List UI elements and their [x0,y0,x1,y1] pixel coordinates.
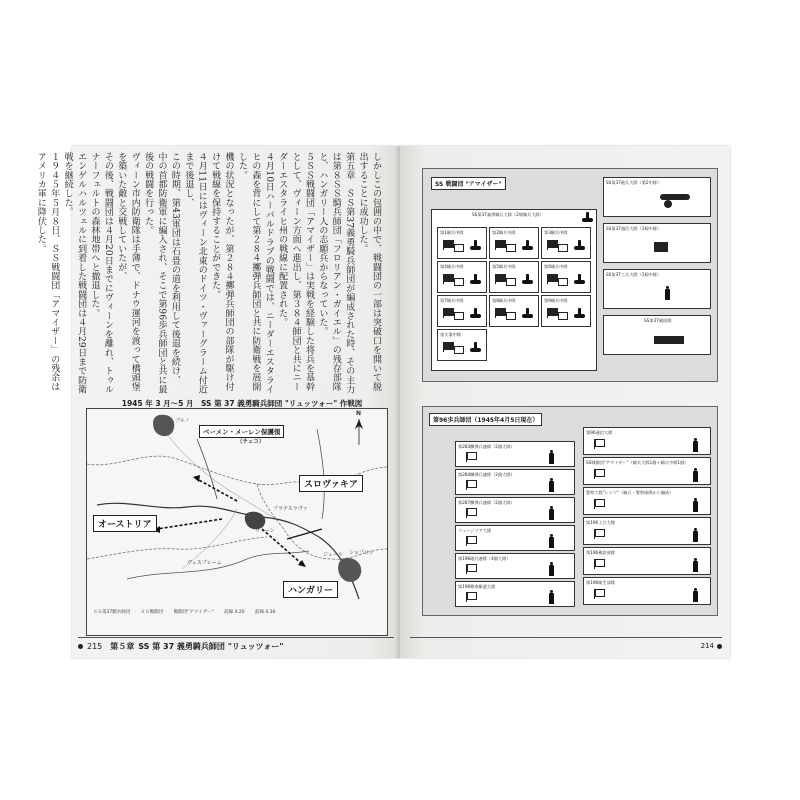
company-box [437,261,487,293]
bullet-icon [717,644,722,649]
flag-icon [595,469,605,477]
unit-symbol-icon [454,278,464,286]
chapter-title: SS 第 37 義勇騎兵師団 "リュッツォー" [138,641,284,651]
soldier-icon [692,588,699,602]
company-label: 第3騎兵中隊 [544,230,568,235]
legend-item: ＳＳ第37騎兵師団 [93,610,131,615]
unit-label: SS戦闘団"アマイザー"（騎兵大隊1個＋騎兵中隊1個） [586,460,689,465]
body-paragraph: ５ＳＳ戦闘団「アマイザー」は実戦を経験した将兵を基幹として、ヴィーン方面へ進出し、第３８４師団と共にニーダーエスタライヒ州の戦線に配置された。 [277,152,314,392]
body-paragraph: エンゲルハルツェルに到着した戦闘団は４月29日まで防衛戦を継続した。 [62,152,87,394]
unit-label: 第96通信大隊 [586,430,613,435]
legend-item: 戦闘団"アマイザー" [173,610,214,615]
horse-icon [522,240,534,252]
legend-item: ＳＳ戦闘団 [140,610,164,615]
horse-icon [470,240,482,252]
left-footer [78,637,394,654]
bullet-icon [78,644,83,649]
unit-box [583,547,711,575]
body-paragraph: 機の状況となったが、第２８４擲弾兵師団の部隊が駆け付けて戦線を保持することができた。 [210,152,234,392]
body-paragraph: ４月11日にはヴィーン北東のドイツ・ヴァーグラーム付近まで後退し、 [183,152,207,394]
flag-icon [595,439,605,447]
flag-icon [467,452,477,460]
company-box [489,261,539,293]
company-box [541,261,591,293]
company-label: 第2騎兵中隊 [492,230,516,235]
unit-label: フュージリア大隊 [458,528,492,533]
body-paragraph: ヴィーン市内防衛隊は手薄で、ドナウ運河を渡って橋頭堡を築いた敵と交戦していたが、 [116,152,140,392]
company-label: 第9騎兵中隊 [544,298,568,303]
unit-box [583,457,711,485]
body-paragraph: １９４５年５月８日、ＳＳ戦闘団「アマイザー」の残余はアメリカ軍に降伏した。 [35,152,60,392]
flag-icon [595,589,605,597]
right-footer [410,637,722,654]
unit-box [455,525,575,551]
horse-icon [574,240,586,252]
soldier-icon [664,286,671,300]
flag-icon [496,274,506,282]
unit-symbol-icon [558,278,568,286]
flag-icon [548,274,558,282]
horse-icon [470,342,482,354]
page-number-right: 214 [700,642,714,650]
unit-label: 第196戦車駆逐大隊 [458,584,496,589]
hungary-label: ハンガリー [283,581,338,598]
org2-title: 第96歩兵師団（1945年4月5日現在） [429,413,542,426]
body-paragraph: しかしこの包囲の中で、戦闘団の一部は突破口を開いて脱出することに成功した。 [357,152,381,392]
city-label: ブルノ [175,418,190,424]
left-page [35,146,400,658]
city-label: ウィーン [255,528,275,534]
company-box [541,227,591,259]
unit-label: 第283擲弾兵連隊（2個大隊） [458,444,515,449]
company-label: 第8騎兵中隊 [492,298,516,303]
horse-icon [574,274,586,286]
horse-icon [574,308,586,320]
soldier-icon [548,478,555,492]
unit-label: 第196補給部隊 [586,550,615,555]
flag-icon [444,342,454,350]
unit-box [455,553,575,579]
city-label: ジェール [323,552,343,558]
page-number-left: 215 [87,641,103,651]
company-label: 第4騎兵中隊 [440,264,464,269]
north-label: N [356,410,362,417]
flag-icon [467,592,477,600]
company-box [437,227,487,259]
flag-icon [595,529,605,537]
supply-box [603,315,711,355]
wheel-icon [664,200,672,208]
unit-box [583,427,711,455]
flag-icon [496,308,506,316]
unit-box [583,487,711,515]
soldier-icon [692,498,699,512]
soldier-icon [548,450,555,464]
legend-item: 前線 4.30 [255,610,276,615]
unit-label: 第196衛生部隊 [586,580,615,585]
unit-box [455,497,575,523]
chapter-label: 第５章 [110,641,135,651]
org-chart-amaizer [422,168,718,382]
company-box [437,329,487,361]
unit-symbol-icon [558,312,568,320]
flag-icon [444,240,454,248]
artillery-box [603,177,711,217]
flag-icon [467,480,477,488]
vertical-body-text [35,152,382,394]
soldier-icon [692,468,699,482]
signals-box [603,223,711,263]
city-label: ヴェスプレーム [187,560,222,566]
unit-symbol-icon [558,244,568,252]
artillery-label: SS第37砲兵大隊（第2中隊） [606,180,662,185]
slovakia-label: スロヴァキア [299,475,363,492]
engineer-label: SS第37工兵大隊（1個中隊） [606,272,662,277]
czech-label: ベーメン・メーレン保護領 [199,425,284,438]
body-paragraph: その後、戦闘団は４月20日までにヴィーンを離れ、トゥルナーフェルトの森林地帯へと撤退した。 [89,152,113,394]
soldier-icon [548,590,555,604]
soldier-icon [548,534,555,548]
city-label: ショプロン [349,550,374,556]
legend-item: 前線 4.20 [224,610,245,615]
body-paragraph: ４月10日ハーバルドラブの戦闘では、ニーダーエスタライヒの森を背にして第２８４擲弾兵師団と共に防衛戦を展開した。 [236,152,274,394]
flag-icon [444,308,454,316]
engineer-box [603,269,711,309]
unit-box [455,441,575,467]
flag-icon [595,499,605,507]
flag-icon [595,559,605,567]
company-label: 第5騎兵中隊 [492,264,516,269]
soldier-icon [692,528,699,542]
right-page [400,146,730,658]
unit-symbol-icon [454,244,464,252]
company-box [541,295,591,327]
city-label: ブラチスラヴァ [273,506,308,512]
supply-label: SS第37補給隊 [644,318,672,323]
map-title: 1945 年 3 月～5 月 SS 第 37 義勇騎兵師団 "リュッツォー" 作戦図 [121,399,363,408]
horse-icon [470,308,482,320]
company-box [437,295,487,327]
body-paragraph: この時期、第43軍団は石畳の道を利用して後退を続け、 [169,152,180,385]
unit-label: 第287擲弾兵連隊（2個大隊） [458,500,515,505]
body-paragraph: 第五章 ＳＳ第37義勇騎兵師団が編成された時、その主力は第８ＳＳ騎兵師団「フロリアン・ガイエル」の残存部隊と、ハンガリー人の志願兵からなっていた。 [317,152,355,394]
flag-icon [496,240,506,248]
company-label: 重火器中隊 [440,332,461,337]
unit-symbol-icon [506,244,516,252]
czech-sub-label: （チェコ） [237,439,265,445]
company-label: 第7騎兵中隊 [440,298,464,303]
company-label: 第6騎兵中隊 [544,264,568,269]
horse-icon [522,308,534,320]
signals-label: SS第37通信大隊（1個中隊） [606,226,662,231]
austria-label: オーストリア [93,515,157,532]
operations-map [86,408,388,636]
unit-label: 第284擲弾兵連隊（2個大隊） [458,472,515,477]
radio-icon [654,242,668,252]
book-spread [35,146,730,658]
unit-label: 警察大隊"レンツ"（騎兵・警察部隊から編成） [586,490,674,495]
unit-label: 第196砲兵連隊（4個大隊） [458,556,511,561]
company-box [489,295,539,327]
body-paragraph: 中の首都防衛軍に編入され、そこで第96歩兵師団と共に最後の戦闘を行った。 [143,152,167,394]
cannon-icon [660,194,690,200]
flag-icon [548,240,558,248]
unit-label: 第196工兵大隊 [586,520,615,525]
horse-icon [470,274,482,286]
org-chart-96th [422,406,718,616]
soldier-icon [692,558,699,572]
flag-icon [444,274,454,282]
flag-icon [548,308,558,316]
flag-icon [467,564,477,572]
unit-symbol-icon [454,346,464,354]
cavalry-battalion-label: SS第37義勇騎兵大隊（2個騎兵大隊） [472,212,544,217]
flag-icon [467,508,477,516]
company-box [489,227,539,259]
horse-icon [582,212,594,224]
wagon-icon [654,336,684,344]
unit-box [455,581,575,607]
soldier-icon [692,438,699,452]
unit-symbol-icon [506,278,516,286]
soldier-icon [548,562,555,576]
unit-box [583,517,711,545]
horse-icon [522,274,534,286]
unit-box [583,577,711,605]
map-legend [93,609,284,615]
soldier-icon [548,506,555,520]
org1-title: SS 戦闘団 "アマイザー" [431,177,506,190]
flag-icon [467,536,477,544]
unit-symbol-icon [506,312,516,320]
company-label: 第1騎兵中隊 [440,230,464,235]
unit-symbol-icon [454,312,464,320]
unit-box [455,469,575,495]
